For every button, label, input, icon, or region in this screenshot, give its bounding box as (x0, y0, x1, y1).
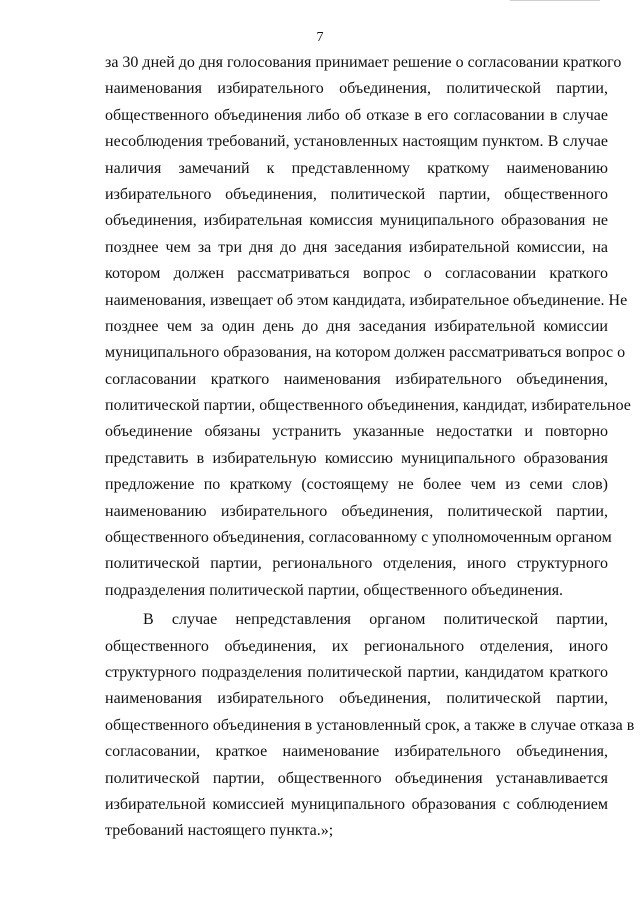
text-line: избирательного объединения, политической партии, общественного (105, 185, 608, 203)
text-line: несоблюдения требований, установленных настоящим пунктом. В случае (105, 133, 608, 151)
text-line: общественного объединения в установленный срок, а также в случае отказа в (105, 716, 635, 734)
text-line: объединение обязаны устранить указанные недостатки и повторно (105, 423, 608, 441)
document-body (105, 50, 635, 845)
text-line: котором должен рассматриваться вопрос о согласовании краткого (105, 265, 608, 283)
text-line: политической партии, общественного объединения устанавливается (105, 769, 608, 787)
page-number: 7 (316, 30, 324, 45)
text-line: наименования избирательного объединения, политической партии, (105, 690, 608, 708)
text-line: требований настоящего пункта.»; (105, 822, 334, 840)
text-line: объединения, избирательная комиссия муниципального образования не (105, 212, 608, 230)
text-line: политической партии, регионального отделения, иного структурного (105, 555, 608, 573)
paragraph-2 (105, 607, 635, 845)
text-line: структурного подразделения политической партии, кандидатом краткого (105, 663, 608, 681)
text-line: муниципального образования, на котором должен рассматриваться вопрос о (105, 344, 626, 362)
text-line: позднее чем за три дня до дня заседания избирательной комиссии, на (105, 238, 608, 256)
text-line: позднее чем за один день до дня заседания избирательной комиссии (105, 317, 608, 335)
text-line: представить в избирательную комиссию муниципального образования (105, 449, 608, 467)
text-line: за 30 дней до дня голосования принимает решение о согласовании краткого (105, 54, 622, 71)
text-line: согласовании, краткое наименование избирательного объединения, (105, 743, 608, 761)
text-line: общественного объединения, их регионального отделения, иного (105, 637, 608, 655)
text-line: В случае непредставления органом политической партии, (143, 611, 608, 629)
text-line: избирательной комиссией муниципального образования с соблюдением (105, 795, 608, 813)
text-line: наименования, извещает об этом кандидата, избирательное объединение. Не (105, 291, 628, 309)
text-line: политической партии, общественного объединения, кандидат, избирательное (105, 397, 631, 415)
text-line: согласовании краткого наименования избирательного объединения, (105, 370, 608, 388)
text-line: подразделения политической партии, общественного объединения. (105, 581, 564, 599)
paragraph-1 (105, 50, 631, 604)
scan-edge-line (510, 0, 600, 1)
text-line: предложение по краткому (состоящему не более чем из семи слов) (105, 476, 608, 494)
text-line: общественного объединения, согласованному с уполномоченным органом (105, 529, 612, 547)
text-line: наличия замечаний к представленному краткому наименованию (105, 159, 608, 177)
text-line: общественного объединения либо об отказе в его согласовании в случае (105, 106, 608, 124)
text-line: наименования избирательного объединения, политической партии, (105, 80, 608, 98)
text-line: наименованию избирательного объединения, политической партии, (105, 502, 608, 520)
